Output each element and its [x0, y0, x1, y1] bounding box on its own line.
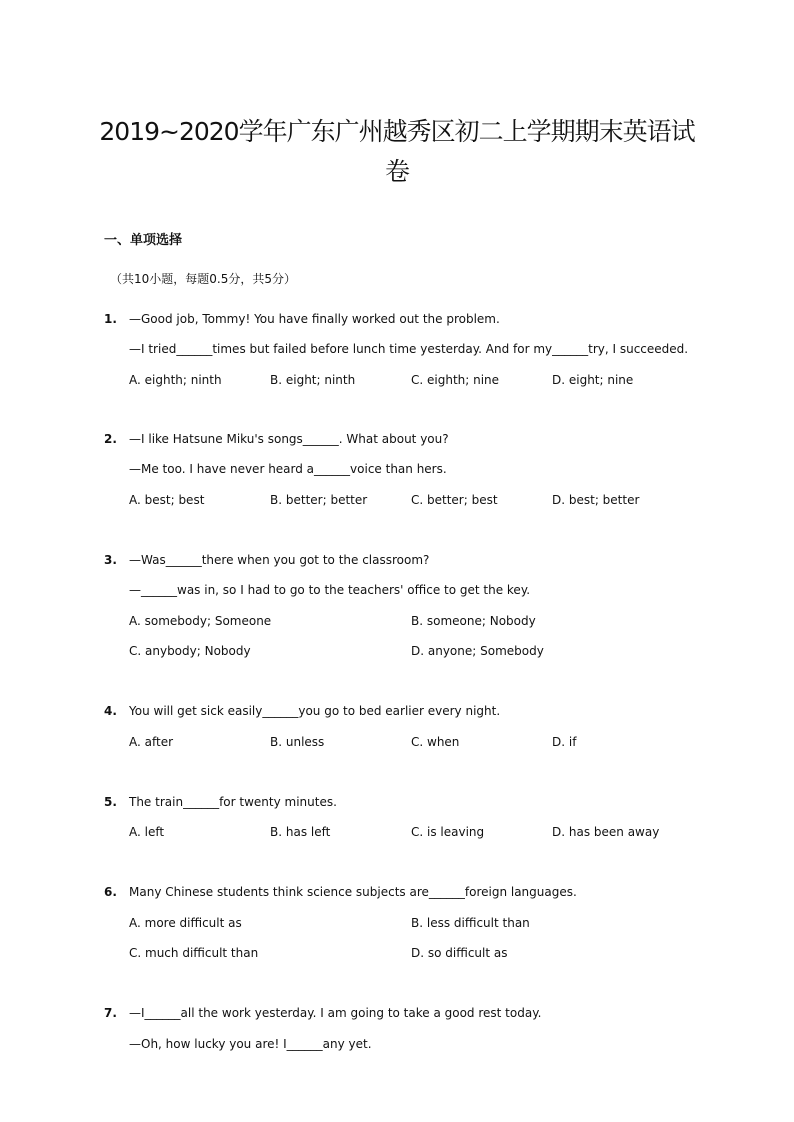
option-a[interactable]: A. somebody; Someone [129, 614, 272, 628]
option-c[interactable]: C. anybody; Nobody [129, 644, 251, 658]
option-a[interactable]: A. best; best [129, 493, 205, 507]
option-d[interactable]: D. anyone; Somebody [411, 644, 544, 658]
option-c[interactable]: C. when [411, 735, 460, 749]
question-text: —Me too. I have never heard a______voice than hers. [129, 462, 447, 476]
title-line-1: 2019~2020学年广东广州越秀区初二上学期期末英语试 [99, 117, 695, 146]
question-text: You will get sick easily______you go to bed earlier every night. [129, 704, 501, 718]
question-text: —Was______there when you got to the classroom? [129, 553, 430, 567]
option-c[interactable]: C. much difficult than [129, 946, 259, 960]
question-number: 6. [104, 885, 117, 899]
option-d[interactable]: D. if [552, 735, 577, 749]
option-a[interactable]: A. eighth; ninth [129, 373, 222, 387]
option-c[interactable]: C. better; best [411, 493, 498, 507]
question-text: —______was in, so I had to go to the teachers' office to get the key. [129, 583, 531, 597]
question-text: —I tried______times but failed before lunch time yesterday. And for my______try, I succeeded. [129, 342, 689, 356]
question-number: 3. [104, 553, 117, 567]
option-b[interactable]: B. someone; Nobody [411, 614, 536, 628]
question-text: The train______for twenty minutes. [129, 795, 337, 809]
question-text: —I like Hatsune Miku's songs______. What about you? [129, 432, 449, 446]
question-text: —I______all the work yesterday. I am going to take a good rest today. [129, 1006, 542, 1020]
page-title [60, 112, 734, 192]
option-a[interactable]: A. more difficult as [129, 916, 242, 930]
option-d[interactable]: D. eight; nine [552, 373, 634, 387]
option-a[interactable]: A. left [129, 825, 165, 839]
question-number: 5. [104, 795, 117, 809]
option-d[interactable]: D. best; better [552, 493, 640, 507]
option-b[interactable]: B. better; better [270, 493, 368, 507]
option-b[interactable]: B. eight; ninth [270, 373, 356, 387]
title-line-2: 卷 [384, 157, 409, 186]
option-b[interactable]: B. has left [270, 825, 331, 839]
section-note: （共10小题，每题0.5分，共5分） [110, 272, 296, 286]
option-a[interactable]: A. after [129, 735, 174, 749]
question-text: —Good job, Tommy! You have finally worked out the problem. [129, 312, 500, 326]
option-d[interactable]: D. so difficult as [411, 946, 508, 960]
question-number: 7. [104, 1006, 117, 1020]
option-c[interactable]: C. is leaving [411, 825, 485, 839]
question-number: 1. [104, 312, 117, 326]
question-number: 4. [104, 704, 117, 718]
option-c[interactable]: C. eighth; nine [411, 373, 500, 387]
question-number: 2. [104, 432, 117, 446]
option-d[interactable]: D. has been away [552, 825, 660, 839]
question-text: Many Chinese students think science subjects are______foreign languages. [129, 885, 577, 899]
option-b[interactable]: B. less difficult than [411, 916, 530, 930]
section-heading: 一、单项选择 [104, 233, 183, 248]
option-b[interactable]: B. unless [270, 735, 325, 749]
question-text: —Oh, how lucky you are! I______any yet. [129, 1037, 372, 1051]
